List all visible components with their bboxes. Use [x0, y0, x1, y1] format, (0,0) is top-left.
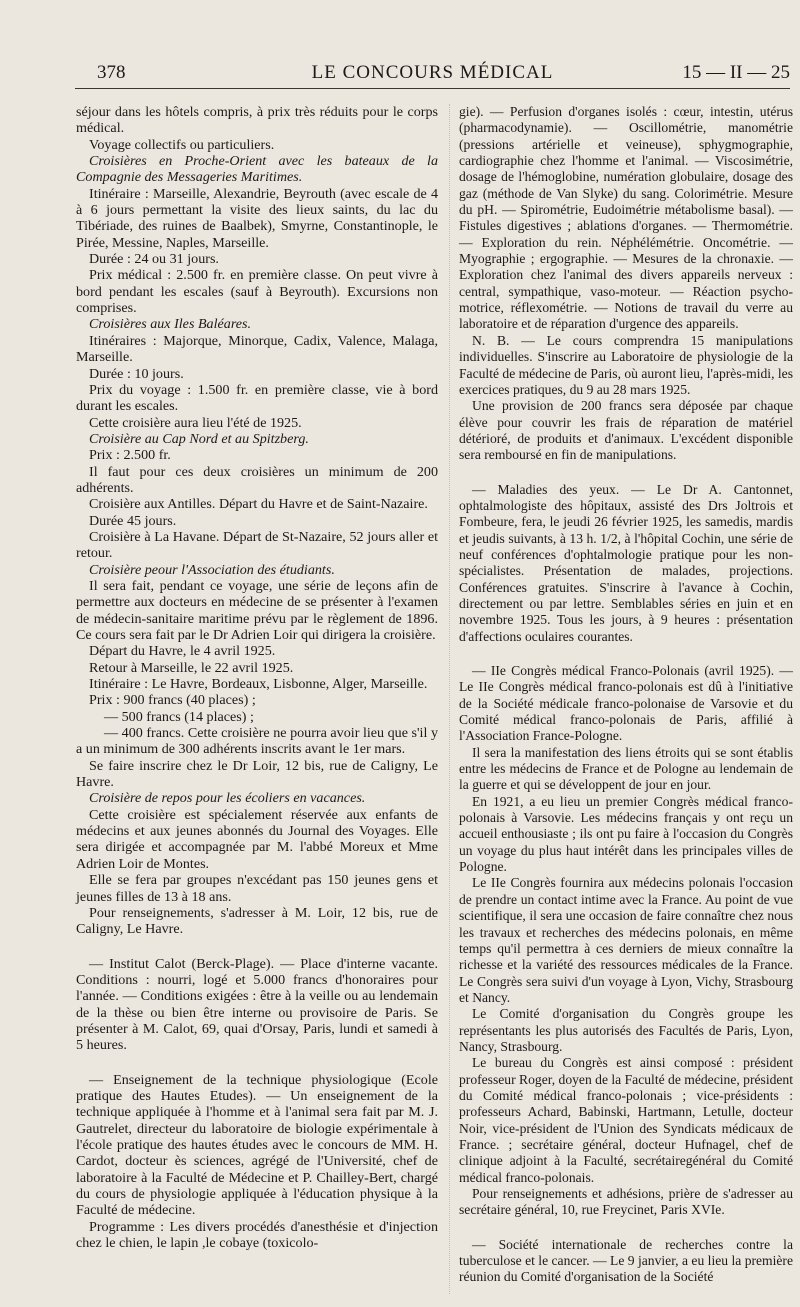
paragraph: Il sera la manifestation des liens étroits qui se sont établis entre les médecins de France et de Pologne au lendemain de la guerre et qui se développent de jour en jour.: [459, 744, 793, 793]
paragraph: Itinéraire : Le Havre, Bordeaux, Lisbonne, Alger, Marseille.: [89, 676, 428, 693]
section-spacer: [459, 645, 793, 663]
paragraph: Croisière au Cap Nord et au Spitzberg.: [89, 430, 309, 447]
section-spacer: [76, 938, 438, 956]
paragraph: Voyage collectifs ou particuliers.: [89, 136, 275, 153]
news-item-congres-franco-polonais: — IIe Congrès médical Franco-Polonais (avril 1925). — Le IIe Congrès médical franco-polonais est dû à l'initiative de la Société médicale franco-polonaise de Varsovie et du Comité médical franco-polonais de Paris, affilié à l'Association France-Pologne.: [459, 663, 793, 744]
paragraph: gie). — Perfusion d'organes isolés : cœur, intestin, utérus (pharmacodynamie). — Oscillométrie, manométrie (pressions artérielle et veineuse), sphygmographie, cardiographie chez l'homme et l'animal. — Viscosimétrie, dosage de l'hémoglobine, numération globulaire, dosage des gaz (méthode de Van Slyke) du sang. Colorimétrie. Mesure du pH. — Spirométrie, Eudoimétrie métabolisme basal). — Fistules digestives ; ablations d'organes. — Thermométrie. — Exploration du rein. Néphélémétrie. Oncométrie. — Myographie ; ergographie. — Mesures de la chronaxie. — Exploration chez l'animal des divers appareils nerveux : central, sympathique, vaso-moteur. — Réaction psycho-motrice, réflexométrie. — Notions de travail du verre au laboratoire et de réparation d'urgence des appareils.: [459, 104, 793, 332]
paragraph: Une provision de 200 francs sera déposée par chaque élève pour couvrir les frais de réparation de matériel détérioré, de produits et d'animaux. L'excédent disponible sera remboursé en fin de manipulations.: [459, 398, 793, 463]
section-spacer: [76, 1054, 438, 1072]
paragraph: Prix : 2.500 fr.: [89, 447, 171, 464]
paragraph: Se faire inscrire chez le Dr Loir, 12 bis, rue de Caligny, Le Havre.: [76, 757, 438, 791]
paragraph: — 500 francs (14 places) ;: [104, 708, 254, 725]
left-column: [76, 104, 438, 1251]
paragraph: Pour renseignements et adhésions, prière de s'adresser au secrétaire général, 10, rue Freycinet, Paris XVIe.: [459, 1186, 793, 1218]
paragraph: Elle se fera par groupes n'excédant pas 150 jeunes gens et jeunes filles de 13 à 18 ans.: [76, 872, 438, 905]
journal-title: LE CONCOURS MÉDICAL: [311, 62, 554, 83]
paragraph: Prix : 900 francs (40 places) ;: [89, 692, 256, 709]
news-item-institut-calot: — Institut Calot (Berck-Plage). — Place d'interne vacante. Conditions : nourri, logé et 5.000 francs d'honoraires pour l'année. — Conditions exigées : être à la veille ou au lendemain de la thèse ou bien être interne ou provisoire de Paris. Se présenter à M. Calot, 69, quai d'Orsay, Paris, lundi et samedi à 5 heures.: [76, 955, 438, 1054]
paragraph: Durée 45 jours.: [89, 512, 177, 529]
page-header: [75, 58, 790, 88]
paragraph: En 1921, a eu lieu un premier Congrès médical franco-polonais à Varsovie. Les médecins français y ont reçu un accueil enthousiaste ; ils ont pu faire à l'occasion du Congrès un voyage du plus haut intérêt dans les principales villes de Pologne.: [459, 793, 793, 875]
paragraph: Le bureau du Congrès est ainsi composé : président professeur Roger, doyen de la Faculté de médecine, président du Comité médical franco-polonais ; vice-présidents : professeurs Achard, Babinski, Hartmann, Letulle, docteur Noir, vice-président de l'Union des Syndicats médicaux de France. ; secrétaire général, docteur Hufnagel, chef de clinique adjoint à la Faculté, secrétairegénéral du Comité médical franco-polonais.: [459, 1055, 793, 1185]
paragraph: Prix du voyage : 1.500 fr. en première classe, vie à bord durant les escales.: [76, 381, 438, 415]
paragraph: Programme : Les divers procédés d'anesthésie et d'injection chez le chien, le lapin ,le cobaye (toxicolo-: [76, 1218, 438, 1252]
paragraph: Cette croisière est spécialement réservée aux enfants de médecins et aux jeunes abonnés du Journal des Voyages. Elle sera dirigée et accompagnée par M. l'abbé Moreux et Mme Adrien Loir de Montes.: [76, 806, 438, 872]
section-spacer: [459, 1219, 793, 1237]
paragraph: Croisière peour l'Association des étudiants.: [89, 561, 335, 578]
issue-date: 15 — II — 25: [682, 62, 790, 83]
paragraph: Le IIe Congrès fournira aux médecins polonais l'occasion de prendre un contact intime avec la France. Au point de vue scientifique, il sera une occasion de faire connaître chez nous les travaux et recherches des médecins polonais, en même temps qu'il permettra à ces derniers de mieux connaître la richesse et la variété des ressources médicales de la France. Le Congrès sera suivi d'un voyage à Lyon, Vichy, Strasbourg et Nancy.: [459, 875, 793, 1005]
paragraph: Croisières aux Iles Baléares.: [89, 316, 252, 333]
news-item-enseignement: — Enseignement de la technique physiologique (Ecole pratique des Hautes Etudes). — Un enseignement de la technique appliquée à l'homme et à l'animal sera fait par M. J. Gautrelet, directeur du laboratoire de biologie expérimentale à l'école pratique des hautes études avec le concours de MM. H. Cardot, docteur ès sciences, agrégé de l'Université, chef de laboratoire à la Faculté de Médecine et P. Chailley-Bert, chargé du cours de physiologie appliquée à l'éducation physique à la Faculté de médecine.: [76, 1071, 438, 1219]
news-item-maladies-des-yeux: — Maladies des yeux. — Le Dr A. Cantonnet, ophtalmologiste des hôpitaux, assisté des Drs Joltrois et Fombeure, fera, le jeudi 26 février 1925, les samedis, mardis et jeudis suivants, à 13 h. 1/2, à l'hôpital Cochin, une série de neuf conférences d'ophtalmologie pratique pour les non-spécialistes. Présentation de malades, projections. Conférences gratuites. S'inscrire à l'avance à Cochin, directement ou par lettre. Semblables séries en juin et en novembre 1925. Tous les jours, à 9 heures : présentation d'affections oculaires courantes.: [459, 481, 793, 644]
paragraph: Croisières en Proche-Orient avec les bateaux de la Compagnie des Messageries Maritimes.: [76, 153, 438, 186]
paragraph: Itinéraire : Marseille, Alexandrie, Beyrouth (avec escale de 4 à 6 jours permettant la visite des lieux saints, du lac du Tibériade, des ruines de Baalbek), Smyrne, Constantinople, le Pirée, Messine, Naples, Marseille.: [76, 185, 438, 251]
paragraph: Durée : 24 ou 31 jours.: [89, 251, 219, 268]
paragraph: Itinéraires : Majorque, Minorque, Cadix, Valence, Malaga, Marseille.: [76, 332, 438, 366]
page-number: 378: [97, 62, 126, 83]
paragraph: Croisière à La Havane. Départ de St-Nazaire, 52 jours aller et retour.: [76, 528, 438, 562]
paragraph: Il sera fait, pendant ce voyage, une série de leçons afin de permettre aux docteurs en médecine de se présenter à l'examen de médecin-sanitaire maritime prévu par le règlement de 1896. Ce cours sera fait par le Dr Adrien Loir qui dirigera la croisière.: [76, 577, 438, 643]
paragraph: Le Comité d'organisation du Congrès groupe les représentants les plus autorisés des Facultés de Paris, Lyon, Nancy, Strasbourg.: [459, 1006, 793, 1054]
paragraph: Pour renseignements, s'adresser à M. Loir, 12 bis, rue de Caligny, Le Havre.: [76, 904, 438, 938]
header-rule: [75, 88, 790, 89]
paragraph: séjour dans les hôtels compris, à prix très réduits pour le corps médical.: [76, 104, 438, 137]
paragraph: N. B. — Le cours comprendra 15 manipulations individuelles. S'inscrire au Laboratoire de physiologie de la Faculté de médecine de Paris, où auront lieu, l'après-midi, les exercices pratiques, du 9 au 28 mars 1925.: [459, 332, 793, 397]
news-item-societe-tuberculose: — Société internationale de recherches contre la tuberculose et le cancer. — Le 9 janvier, a eu lieu la première réunion du Comité d'organisation de la Société: [459, 1236, 793, 1285]
paragraph: Retour à Marseille, le 22 avril 1925.: [89, 659, 294, 676]
paragraph: Départ du Havre, le 4 avril 1925.: [89, 643, 276, 660]
paragraph: Croisière aux Antilles. Départ du Havre et de Saint-Nazaire.: [89, 496, 428, 513]
paragraph: — 400 francs. Cette croisière ne pourra avoir lieu que s'il y a un minimum de 300 adhérents inscrits avant le 1er mars.: [76, 725, 438, 758]
right-column: [459, 104, 793, 1286]
paragraph: Cette croisière aura lieu l'été de 1925.: [89, 414, 302, 431]
section-spacer: [459, 464, 793, 482]
paragraph: Prix médical : 2.500 fr. en première classe. On peut vivre à bord pendant les escales (sauf à Beyrouth). Excursions non comprises.: [76, 267, 438, 317]
column-divider: [449, 104, 450, 1294]
paragraph: Il faut pour ces deux croisières un minimum de 200 adhérents.: [76, 463, 438, 496]
paragraph: Durée : 10 jours.: [89, 365, 184, 382]
paragraph: Croisière de repos pour les écoliers en vacances.: [89, 790, 366, 807]
